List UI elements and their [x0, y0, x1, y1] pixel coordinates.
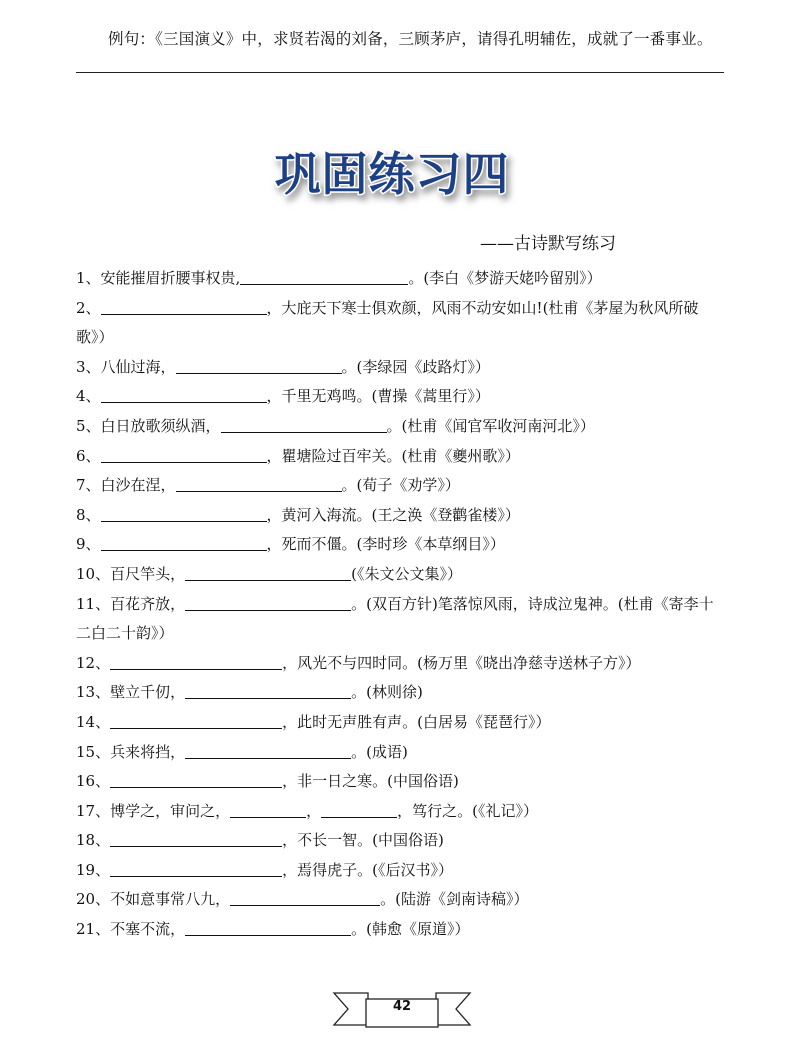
- answer-blank[interactable]: [221, 415, 387, 433]
- answer-blank[interactable]: [240, 267, 408, 285]
- answer-blank[interactable]: [110, 711, 282, 729]
- answer-blank[interactable]: [101, 297, 267, 315]
- answer-blank[interactable]: [110, 770, 282, 788]
- answer-blank[interactable]: [185, 741, 351, 759]
- title-art: [262, 142, 522, 212]
- list-item: 12、 ，风光不与四时同。(杨万里《晓出净慈寺送林子方》）: [76, 653, 641, 672]
- list-item: 10、百尺竿头， (《朱文公文集》）: [76, 564, 462, 583]
- list-item: 20、不如意事常八九， 。(陆游《剑南诗稿》）: [76, 890, 529, 909]
- answer-blank[interactable]: [101, 445, 267, 463]
- section-title: [262, 142, 522, 212]
- list-item: 19、 ，焉得虎子。(《后汉书》）: [76, 860, 453, 879]
- answer-blank[interactable]: [185, 681, 351, 699]
- list-item: 7、白沙在涅， 。(荀子《劝学》）: [76, 476, 460, 495]
- answer-blank[interactable]: [230, 888, 380, 906]
- answer-blank[interactable]: [110, 652, 282, 670]
- page-number-ribbon: [332, 985, 472, 1033]
- answer-blank[interactable]: [101, 533, 267, 551]
- list-item: 17、博学之，审问之， ， ，笃行之。(《礼记》）: [76, 801, 538, 820]
- list-item: 5、白日放歌须纵酒， 。(杜甫《闻官军收河南河北》）: [76, 416, 595, 435]
- list-item: 3、八仙过海， 。(李绿园《歧路灯》）: [76, 357, 490, 376]
- list-item: 13、壁立千仞， 。(林则徐): [76, 683, 423, 702]
- list-item: 21、不塞不流， 。(韩愈《原道》）: [76, 920, 470, 939]
- list-item: 8、 ，黄河入海流。(王之涣《登鹳雀楼》）: [76, 505, 520, 524]
- list-item: 15、兵来将挡， 。(成语): [76, 742, 408, 761]
- exercise-list: [76, 264, 726, 945]
- answer-blank[interactable]: [185, 918, 351, 936]
- answer-blank[interactable]: [176, 356, 342, 374]
- answer-blank[interactable]: [101, 504, 267, 522]
- list-item: 6、 ，瞿塘险过百牢关。(杜甫《夔州歌》）: [76, 446, 520, 465]
- answer-blank[interactable]: [101, 385, 267, 403]
- list-item: 14、 ，此时无声胜有声。(白居易《琵琶行》）: [76, 712, 551, 731]
- list-item: 1、安能摧眉折腰事权贵, 。(李白《梦游天姥吟留别》）: [76, 269, 602, 287]
- answer-blank[interactable]: [230, 800, 306, 818]
- list-item: 18、 ，不长一智。(中国俗语): [76, 831, 444, 850]
- subtitle: ——古诗默写练习: [480, 234, 616, 254]
- answer-blank[interactable]: [110, 829, 282, 847]
- example-sentence: 例句：《三国演义》中，求贤若渴的刘备，三顾茅庐，请得孔明辅佐，成就了一番事业。: [108, 30, 713, 48]
- title-text: 巩固练习四: [274, 147, 510, 201]
- list-item: 11、百花齐放， 。(双百方针)笔落惊风雨，诗成泣鬼神。(杜甫《寄李十二白二十韵》）: [76, 594, 714, 643]
- answer-blank[interactable]: [110, 859, 282, 877]
- list-item: 16、 ，非一日之寒。(中国俗语): [76, 772, 459, 791]
- list-item: 9、 ，死而不僵。(李时珍《本草纲目》）: [76, 535, 505, 554]
- answer-blank[interactable]: [185, 593, 351, 611]
- list-item: 4、 ，千里无鸡鸣。(曹操《蒿里行》）: [76, 387, 490, 406]
- page-number: 42: [392, 999, 412, 1014]
- answer-blank[interactable]: [176, 474, 342, 492]
- answer-blank[interactable]: [185, 563, 351, 581]
- list-item: 2、 ，大庇天下寒士俱欢颜，风雨不动安如山!(杜甫《茅屋为秋风所破歌》）: [76, 298, 699, 347]
- answer-blank[interactable]: [321, 800, 397, 818]
- divider-line: [76, 72, 724, 73]
